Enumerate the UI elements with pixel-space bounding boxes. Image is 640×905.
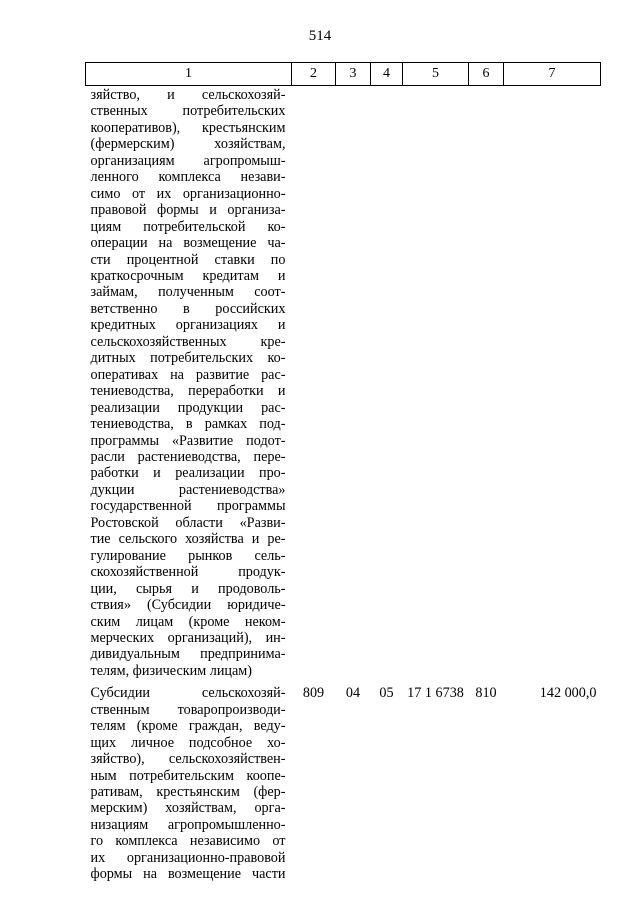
description-line: ветственно в российских — [90, 300, 286, 317]
description-line: расли растениеводства, пере- — [90, 448, 286, 465]
description-line: ственных потребительских — [90, 103, 286, 120]
description-line: Субсидии сельскохозяй- — [90, 685, 286, 702]
description-line: циям потребительской ко- — [90, 218, 286, 235]
target-article-code: 17 1 6738 — [407, 685, 464, 702]
column-number-4: 4 — [371, 63, 403, 86]
description-line: программы «Развитие подот- — [90, 432, 286, 449]
description-line: зяйство, и сельскохозяй- — [90, 87, 286, 103]
description-line: операции на возмещение ча- — [90, 235, 286, 252]
description-line: кооперативов), крестьянским — [90, 119, 286, 136]
column-number-1: 1 — [86, 63, 292, 86]
column-number-3: 3 — [336, 63, 371, 86]
description-line: дукции растениеводства» — [90, 481, 286, 498]
budget-table — [85, 62, 601, 883]
table-row — [86, 86, 601, 680]
description-line: государственной программы — [90, 498, 286, 515]
description-line: Ростовской области «Разви- — [90, 514, 286, 531]
description-line: гулирование рынков сель- — [90, 547, 286, 564]
description-line: ственным товаропроизводи- — [90, 701, 286, 718]
description-line: симо от их организационно- — [90, 185, 286, 202]
description-line: тие сельского хозяйства и ре- — [90, 531, 286, 548]
description-line: мерческих организаций), ин- — [90, 629, 286, 646]
description-line: краткосрочным кредитам и — [90, 267, 286, 284]
description-line: ции, сырья и продоволь- — [90, 580, 286, 597]
amount-value: 142 000,0 — [539, 685, 597, 702]
section-code: 04 — [345, 685, 361, 702]
description-line: работки и реализации про- — [90, 465, 286, 482]
description-line: реализации продукции рас- — [90, 399, 286, 416]
description-line: ративам, крестьянским (фер- — [90, 784, 286, 801]
description-line: кредитных организациях и — [90, 317, 286, 334]
description-line: тениеводства, в рамках под- — [90, 416, 286, 433]
description-line: ным потребительским коопе- — [90, 767, 286, 784]
description-line: дитных потребительских ко- — [90, 350, 286, 367]
item-description — [86, 86, 292, 680]
section-code — [336, 86, 371, 680]
table-row — [86, 679, 601, 882]
description-line: их организационно-правовой — [90, 849, 286, 866]
description-line: телям (кроме граждан, веду- — [90, 718, 286, 735]
column-number-5: 5 — [403, 63, 469, 86]
description-line: сельскохозяйственных кре- — [90, 333, 286, 350]
subsection-code: 05 — [379, 685, 394, 702]
expense-type-code — [469, 86, 504, 680]
page-number: 514 — [308, 28, 332, 44]
amount-value — [504, 86, 601, 680]
description-line: тениеводства, переработки и — [90, 383, 286, 400]
description-line: ским лицам (кроме неком- — [90, 613, 286, 630]
description-line: ленного комплекса незави- — [90, 169, 286, 186]
ministry-code — [292, 86, 336, 680]
description-line: ствия» (Субсидии юридиче- — [90, 597, 286, 614]
ministry-code: 809 — [302, 685, 325, 702]
column-number-2: 2 — [292, 63, 336, 86]
description-line: мерским) хозяйствам, орга- — [90, 800, 286, 817]
description-line: (фермерским) хозяйствам, — [90, 136, 286, 153]
description-line: го комплекса независимо от — [90, 833, 286, 850]
description-line: организациям агропромыш- — [90, 152, 286, 169]
description-line: правовой формы и организа- — [90, 202, 286, 219]
description-line: низациям агропромышленно- — [90, 816, 286, 833]
description-line: займам, полученным соот- — [90, 284, 286, 301]
description-line: скохозяйственной продук- — [90, 564, 286, 581]
column-number-7: 7 — [504, 63, 601, 86]
subsection-code — [371, 86, 403, 680]
description-line: зяйство), сельскохозяйствен- — [90, 751, 286, 768]
description-line: формы на возмещение части — [90, 866, 286, 883]
description-line: оперативах на развитие рас- — [90, 366, 286, 383]
target-article-code — [403, 86, 469, 680]
description-line: щих личное подсобное хо- — [90, 734, 286, 751]
item-description — [86, 679, 292, 882]
expense-type-code: 810 — [475, 685, 497, 702]
column-number-header-row — [86, 63, 601, 86]
description-line: сти процентной ставки по — [90, 251, 286, 268]
description-line: телям, физическим лицам) — [90, 662, 253, 679]
column-number-6: 6 — [469, 63, 504, 86]
description-line: дивидуальным предпринима- — [90, 646, 286, 663]
